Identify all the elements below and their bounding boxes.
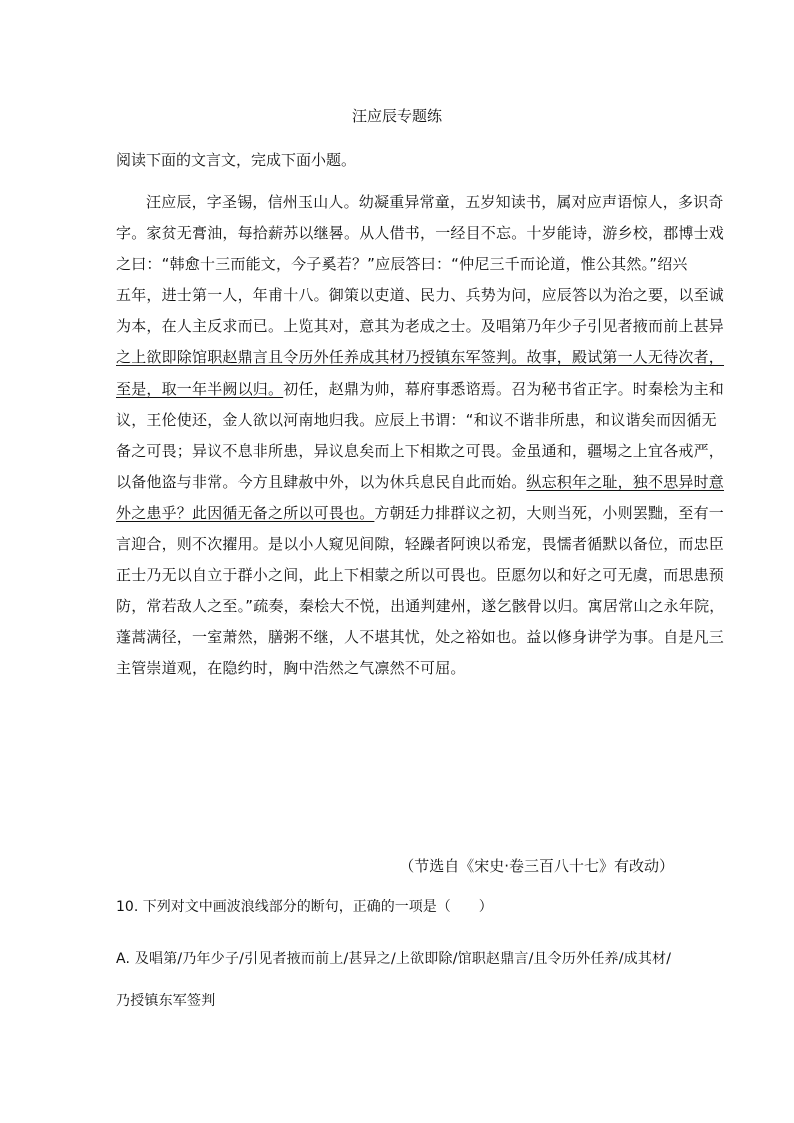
passage-line: 字。家贫无膏油，每拾薪苏以继晷。从人借书，一经目不忘。十岁能诗，游乡校，郡博士戏	[116, 224, 725, 243]
passage-line: 备之可畏；异议不息非所患，异议息矣而上下相欺之可畏。金虽通和，疆埸之上宜各戒严，	[116, 441, 725, 460]
passage-line-mixed	[116, 374, 725, 405]
source-citation: （节选自《宋史·卷三百八十七》有改动）	[399, 857, 674, 875]
option-a	[116, 938, 686, 1022]
passage-text: 初任，赵鼎为帅，幕府事悉谘焉。召为秘书省正字。时秦桧为主和	[283, 379, 725, 398]
page-title: 汪应辰专题练	[351, 107, 442, 125]
passage-line-mixed	[116, 342, 725, 373]
passage-line: 汪应辰，字圣锡，信州玉山人。幼凝重异常童，五岁知读书，属对应声语惊人，多识奇	[146, 193, 724, 211]
underlined-text: 。故事，殿试第一人无待次者，	[511, 348, 725, 367]
passage-line: 防，常若敌人之至。”疏奏，秦桧大不悦，出通判建州，遂乞骸骨以归。寓居常山之永年院，	[116, 597, 725, 616]
underlined-text: 外之患乎？此因循无备之所以可畏也。	[116, 503, 375, 522]
instruction-text: 阅读下面的文言文，完成下面小题。	[116, 151, 357, 169]
passage-line: 言迎合，则不次擢用。是以小人窥见间隙，轻躁者阿谀以希宠，畏懦者循默以备位，而忠臣	[116, 535, 725, 554]
passage-text: 以备他盗与非常。今方且肆赦中外，以为休兵息民自此而始。	[116, 472, 527, 491]
option-a-line: 乃授镇东军签判	[116, 993, 216, 1009]
passage-line: 五年，进士第一人，年甫十八。御策以吏道、民力、兵势为问，应辰答以为治之要，以至诚	[116, 286, 725, 305]
underlined-text: 至是，取一年半阙以归。	[116, 379, 284, 398]
passage-line-mixed	[116, 467, 725, 498]
option-a-line: A. 及唱第/乃年少子/引见者掖而前上/甚异之/上欲即除/馆职赵鼎言/且令历外任养/成其材/	[116, 951, 672, 967]
question-text: 10. 下列对文中画波浪线部分的断句，正确的一项是（ ）	[116, 899, 493, 915]
passage-line: 为本，在人主反求而已。上览其对，意其为老成之士。及唱第乃年少子引见者掖而前上甚异	[116, 317, 725, 336]
passage-line: 正士乃无以自立于群小之间，此上下相蒙之所以可畏也。臣愿勿以和好之可无虞，而思患预	[116, 566, 725, 585]
passage-line: 议，王伦使还，金人欲以河南地归我。应辰上书谓：“和议不谐非所患，和议谐矣而因循无	[116, 410, 717, 429]
passage-line: 蓬蒿满径，一室萧然，膳粥不继，人不堪其忧，处之裕如也。益以修身讲学为事。自是凡三	[116, 628, 725, 647]
passage-line: 主管崇道观，在隐约时，胸中浩然之气凛然不可屈。	[116, 659, 466, 678]
wavy-underlined-text: 之上欲即除馆职赵鼎言且令历外任养成其材乃授镇东军签判	[116, 348, 512, 367]
passage	[116, 187, 725, 685]
underlined-text: 纵忘积年之耻，独不思异时意	[526, 472, 725, 491]
passage-line-mixed	[116, 498, 725, 529]
passage-line: 之曰：“韩愈十三而能文，今子奚若？”应辰答曰：“仲尼三千而论道，惟公其然。”绍兴	[116, 255, 688, 274]
passage-text: 方朝廷力排群议之初，大则当死，小则罢黜，至有一	[374, 503, 725, 522]
